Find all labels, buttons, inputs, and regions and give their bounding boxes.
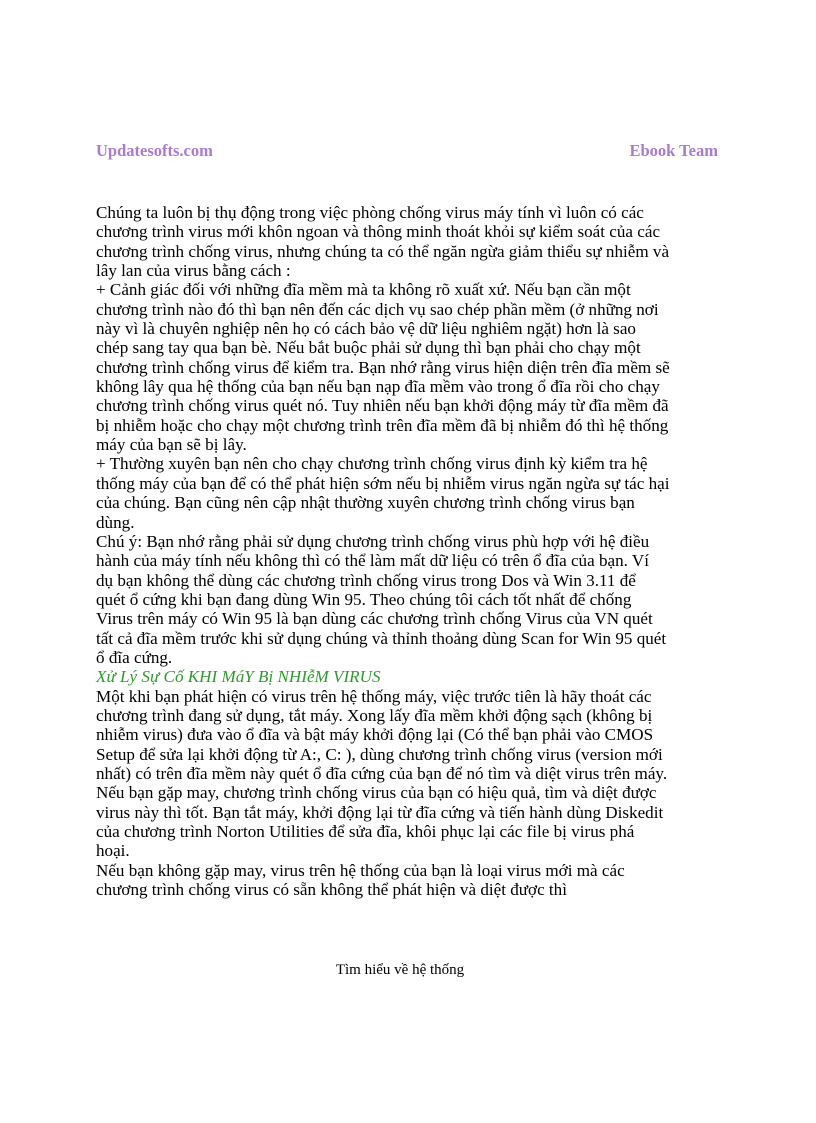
paragraph-line: Chúng ta luôn bị thụ động trong việc phòng chống virus máy tính vì luôn có các (96, 203, 644, 222)
paragraph-line: lây lan của virus bằng cách : (96, 261, 291, 281)
paragraph-line: chương trình chống virus quét nó. Tuy nhiên nếu bạn khởi động máy từ đĩa mềm đã (96, 396, 669, 416)
paragraph-line: hoại. (96, 841, 130, 861)
paragraph-line: Chú ý: Bạn nhớ rằng phải sử dụng chương trình chống virus phù hợp với hệ điều (96, 531, 650, 551)
paragraph-line: + Cảnh giác đối với những đĩa mềm mà ta không rõ xuất xứ. Nếu bạn cần một (96, 280, 631, 300)
paragraph-line: nhất) có trên đĩa mềm này quét ổ đĩa cứng của bạn để nó tìm và diệt virus trên máy. (96, 763, 668, 783)
paragraph-line: của chúng. Bạn cũng nên cập nhật thường xuyên chương trình chống virus bạn (96, 493, 635, 513)
paragraph-line: chương trình chống virus để kiểm tra. Bạn nhớ rằng virus hiện diện trên đĩa mềm sẽ (96, 357, 670, 377)
paragraph-line: của chương trình Norton Utilities để sửa đĩa, khôi phục lại các file bị virus phá (96, 822, 635, 841)
paragraph-line: virus này thì tốt. Bạn tắt máy, khởi động lại từ đĩa cứng và tiến hành dùng Diskedit (96, 802, 664, 822)
paragraph-line: Setup để sửa lại khởi động từ A:, C: ), dùng chương trình chống virus (version mới (96, 744, 663, 764)
paragraph-line: ổ đĩa cứng. (96, 647, 173, 667)
paragraph-line: chương trình virus mới khôn ngoan và thông minh thoát khỏi sự kiểm soát của các (96, 222, 661, 242)
paragraph-line: chép sang tay qua bạn bè. Nếu bắt buộc phải sử dụng thì bạn phải cho chạy một (96, 338, 641, 358)
header-right-text: Ebook Team (629, 141, 718, 160)
paragraph-line: nhiễm virus) đưa vào ổ đĩa và bật máy khởi động lại (Có thể bạn phải vào CMOS (96, 725, 654, 745)
paragraph-line: Nếu bạn gặp may, chương trình chống virus của bạn có hiệu quả, tìm và diệt được (96, 783, 657, 803)
paragraph-line: dùng. (96, 512, 135, 532)
header-left-text: Updatesofts.com (96, 141, 213, 160)
paragraph-line: máy của bạn sẽ bị lây. (96, 435, 247, 455)
paragraph-line: Virus trên máy có Win 95 là bạn dùng các chương trình chống Virus của VN quét (96, 609, 653, 629)
paragraph-line: tất cả đĩa mềm trước khi sử dụng chúng và thỉnh thoảng dùng Scan for Win 95 quét (96, 628, 667, 648)
paragraph-line: không lây qua hệ thống của bạn nếu bạn nạp đĩa mềm vào trong ổ đĩa rồi cho chạy (96, 377, 660, 397)
paragraph-line: chương trình chống virus, nhưng chúng ta có thể ngăn ngừa giảm thiểu sự nhiễm và (96, 241, 670, 261)
paragraph-line: chương trình nào đó thì bạn nên đến các dịch vụ sao chép phần mềm (ở những nơi (96, 299, 659, 319)
paragraph-line: quét ổ cứng khi bạn đang dùng Win 95. Theo chúng tôi cách tốt nhất để chống (96, 589, 632, 609)
paragraph-line: thống máy của bạn để có thể phát hiện sớm nếu bị nhiễm virus ngăn ngừa sự tác hại (96, 473, 670, 493)
paragraph-line: hành của máy tính nếu không thì có thể làm mất dữ liệu có trên ổ đĩa của bạn. Ví (96, 551, 649, 571)
paragraph-line: Một khi bạn phát hiện có virus trên hệ thống máy, việc trước tiên là hãy thoát các (96, 686, 652, 706)
body-text (96, 203, 736, 899)
paragraph-line: + Thường xuyên bạn nên cho chạy chương trình chống virus định kỳ kiểm tra hệ (96, 454, 648, 474)
paragraph-line: dụ bạn không thể dùng các chương trình chống virus trong Dos và Win 3.11 để (96, 570, 636, 590)
paragraph-line: Nếu bạn không gặp may, virus trên hệ thống của bạn là loại virus mới mà các (96, 860, 625, 880)
paragraph-line: chương trình đang sử dụng, tắt máy. Xong lấy đĩa mềm khởi động sạch (không bị (96, 705, 653, 725)
paragraph-line: bị nhiễm hoặc cho chạy một chương trình trên đĩa mềm đã bị nhiễm đó thì hệ thống (96, 415, 669, 435)
page-footer: Tìm hiểu về hệ thống (335, 962, 465, 978)
paragraph-line: chương trình chống virus có sẵn không thể phát hiện và diệt được thì (96, 880, 567, 900)
paragraph-line: này vì là chuyên nghiệp nên họ có cách bảo vệ dữ liệu nghiêm ngặt) hơn là sao (96, 319, 636, 339)
section-heading: Xử Lý Sự Cố KHI MáY Bị NHIễM VIRUS (96, 667, 381, 687)
